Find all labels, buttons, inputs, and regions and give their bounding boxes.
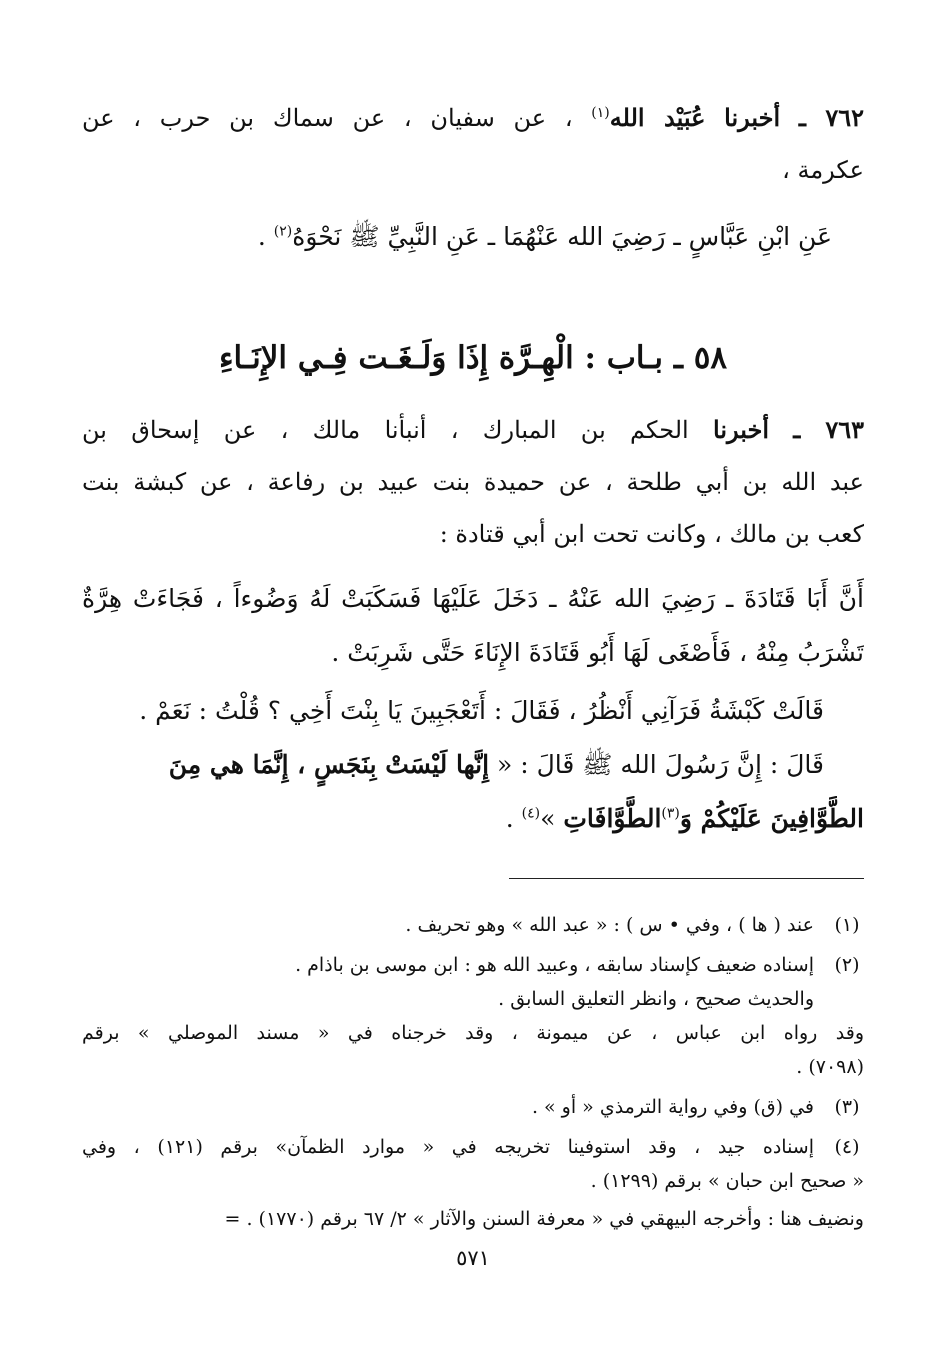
hadith-762-matn-text: عَنِ ابْنِ عَبَّاسٍ ـ رَضِيَ الله عَنْهُمَا ـ عَنِ النَّبِيِّ ﷺ نَحْوَهُ [292, 222, 832, 251]
footnote-number: (١) [834, 914, 860, 936]
footnote-4-line-3 [82, 1204, 864, 1234]
footnote-2-line-3 [82, 1018, 864, 1048]
hadith-762-narrator: عُبَيْد الله [609, 103, 706, 132]
footnote-ref-2: (٢) [273, 223, 293, 240]
hadith-762-matn-end: . [257, 222, 266, 251]
footnote-text: إسناده ضعيف كإسناد سابقه ، وعبيد الله هو : ابن موسى بن باذام . [295, 954, 814, 976]
hadith-762-number: ٧٦٢ ـ [798, 103, 864, 132]
hadith-763-prophet-quote-3: الطَّوَّافَاتِ [563, 804, 662, 833]
footnote-text: في (ق) وفي رواية الترمذي « أو » . [531, 1096, 814, 1118]
hadith-763-quote-close: » [540, 804, 556, 833]
footnote-2-line-2 [82, 984, 864, 1014]
page-number: ٥٧١ [456, 1246, 490, 1270]
hadith-763-matn-line-4-intro: قَالَ : إِنَّ رَسُولَ الله ﷺ قَالَ : « [496, 750, 824, 779]
hadith-763-matn-line-3: قَالَتْ كَبْشَةُ فَرَآنِي أَنْظُرُ ، فَقَالَ : أَتَعْجَبِينَ يَا بِنْتَ أَخِي ؟ قُلْتُ : نَعَمْ . [139, 696, 824, 725]
hadith-762-chain: ، عن سفيان ، عن سماك بن حرب ، عن [82, 104, 573, 132]
footnote-text: والحديث صحيح ، وانظر التعليق السابق . [498, 988, 814, 1010]
chapter-heading: ٥٨ ـ بـاب : الْهِـرَّة إِذَا وَلَـغَـت فِـي الإِنَـاءِ [218, 340, 728, 376]
footnote-number: (٣) [834, 1096, 860, 1118]
footnote-number: (٢) [834, 954, 860, 976]
footnote-divider [509, 878, 864, 879]
hadith-763-matn-line-4 [82, 742, 824, 788]
footnote-1 [82, 910, 864, 940]
hadith-763-prophet-quote-2: الطَّوَّافِينَ عَلَيْكُمْ وَ [679, 804, 864, 833]
hadith-763-matn-line-5 [82, 796, 864, 842]
hadith-762-keyword: أخبرنا [724, 103, 781, 132]
hadith-763-keyword: أخبرنا [713, 415, 769, 444]
hadith-763-line-3: كعب بن مالك ، وكانت تحت ابن أبي قتادة : [439, 520, 864, 548]
footnote-text: عند ( ها ) ، وفي • س ) : « عبد الله » وهو تحريف . [405, 914, 814, 936]
hadith-763-line-1 [82, 408, 864, 452]
footnote-text: « صحيح ابن حبان » برقم (١٢٩٩) . [590, 1170, 864, 1192]
footnote-number: (٤) [834, 1136, 860, 1158]
footnote-text: (٧٠٩٨) . [796, 1056, 864, 1078]
footnote-text: وقد رواه ابن عباس ، عن ميمونة ، وقد خرجناه في « مسند الموصلي » برقم [82, 1022, 864, 1044]
hadith-763-matn-end: . [505, 804, 514, 833]
footnote-4-line-1 [82, 1132, 864, 1162]
hadith-763-matn-line-1: أَنَّ أَبَا قَتَادَةَ ـ رَضِيَ الله عَنْهُ ـ دَخَلَ عَلَيْهَا فَسَكَبَتْ لَهُ وَضُوءاً ، فَجَاءَتْ هِرَّةٌ [82, 584, 864, 613]
hadith-763-chain: الحكم بن المبارك ، أنبأنا مالك ، عن إسحاق بن [82, 416, 689, 444]
hadith-763-number: ٧٦٣ ـ [793, 415, 864, 444]
hadith-762-line-1 [82, 96, 864, 140]
footnote-2-line-4 [82, 1052, 864, 1082]
hadith-763-prophet-quote-1: إِنَّها لَيْسَتْ بِنَجَسٍ ، إِنَّمَا هي مِنَ [168, 750, 490, 779]
hadith-762-line-2: عكرمة ، [782, 156, 864, 184]
hadith-763-line-2: عبد الله بن أبي طلحة ، عن حميدة بنت عبيد بن رفاعة ، عن كبشة بنت [82, 468, 864, 496]
footnote-ref-4: (٤) [521, 805, 541, 822]
footnote-4-line-2 [82, 1166, 864, 1196]
footnote-2-line-1 [82, 950, 864, 980]
footnote-text: ونضيف هنا : وأخرجه البيهقي في « معرفة السنن والآثار » ٢/ ٦٧ برقم (١٧٧٠) . = [224, 1208, 864, 1230]
footnote-ref-1: (١) [591, 105, 610, 121]
book-page [82, 92, 864, 1342]
footnote-text: إسناده جيد ، وقد استوفينا تخريجه في « موارد الظمآن» برقم (١٢١) ، وفي [82, 1136, 814, 1158]
hadith-762-matn [82, 214, 832, 260]
hadith-763-matn-line-2: تَشْرَبُ مِنْهُ ، فَأَصْغَى لَهَا أَبُو قَتَادَةَ الإِنَاءَ حَتَّى شَرِبَتْ . [331, 638, 864, 667]
footnote-3 [82, 1092, 864, 1122]
footnote-ref-3: (٣) [661, 805, 680, 822]
